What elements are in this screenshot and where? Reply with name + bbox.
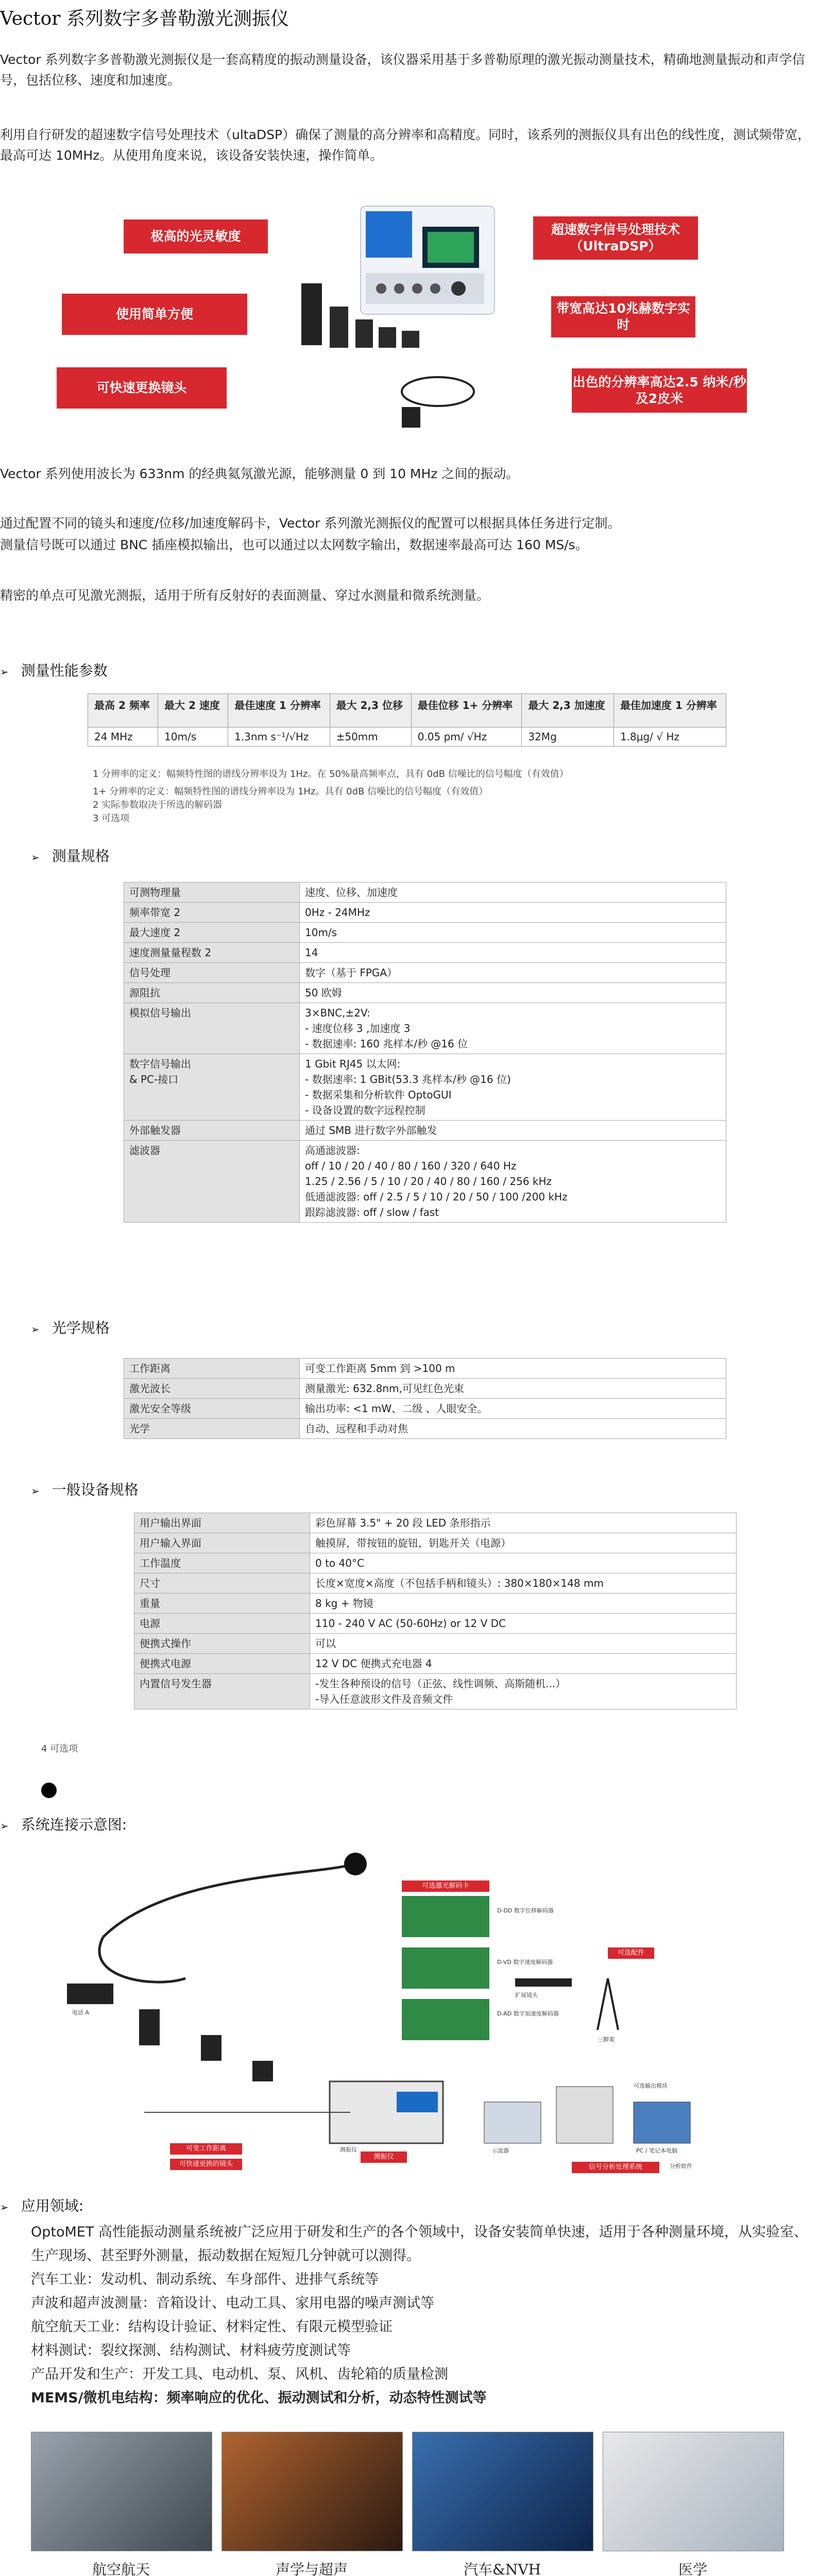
tag-decoder-cards: 可选激光解码卡 bbox=[402, 1880, 489, 1892]
app-image-acoustics bbox=[221, 2432, 403, 2551]
perf-value-cell: 1.8μg/ √ Hz bbox=[614, 727, 726, 747]
spec-value-cell: 数字（基于 FPGA） bbox=[300, 963, 726, 983]
spec-value-cell: 14 bbox=[300, 943, 726, 963]
spec-key-cell: 电源 bbox=[134, 1614, 310, 1634]
app-list-item: 材料测试：裂纹探测、结构测试、材料疲劳度测试等 bbox=[31, 2343, 351, 2359]
spec-row bbox=[134, 1533, 737, 1553]
callout-quick-lens: 可快速更换镜头 bbox=[57, 367, 227, 409]
tag-optional-accessory: 可选配件 bbox=[608, 1947, 654, 1959]
perf-value-cell: 1.3nm s⁻¹/√Hz bbox=[228, 727, 330, 747]
callout-bandwidth: 带宽高达10兆赫数字实时 bbox=[551, 296, 695, 337]
spec-value-cell: 测量激光: 632.8nm,可见红色光束 bbox=[300, 1379, 726, 1399]
app-caption: 汽车&NVH bbox=[463, 2561, 541, 2576]
app-list-item: 声波和超声波测量：音箱设计、电动工具、家用电器的噪声测试等 bbox=[31, 2295, 434, 2311]
spec-value-cell: 速度、位移、加速度 bbox=[300, 883, 726, 903]
optical-heading bbox=[31, 1317, 110, 1337]
perf-header-cell: 最佳速度 1 分辨率 bbox=[228, 694, 330, 727]
body-paragraph-1: Vector 系列使用波长为 633nm 的经典氦氖激光源，能够测量 0 到 10 MHz 之间的振动。 bbox=[0, 466, 519, 481]
spec-key-cell: 激光安全等级 bbox=[124, 1399, 300, 1419]
spec-row bbox=[124, 1379, 726, 1399]
app-caption: 航空航天 bbox=[92, 2561, 150, 2576]
spec-row bbox=[124, 1399, 726, 1419]
card-label: D-DD 数字位移解码器 bbox=[497, 1907, 554, 1914]
spec-value-cell: 1 Gbit RJ45 以太网: - 数据速率: 1 GBit(53.3 兆样本/秒 @16 位) - 数据采集和分析软件 OptoGUI - 设备设置的数字远程控制 bbox=[300, 1054, 726, 1121]
system-diagram bbox=[62, 1844, 731, 2174]
perf-table bbox=[88, 693, 726, 747]
perf-header-cell: 最高 2 频率 bbox=[88, 694, 158, 727]
spec-row bbox=[134, 1634, 737, 1654]
app-list bbox=[31, 2268, 487, 2410]
app-heading-text: 应用领域: bbox=[21, 2197, 84, 2214]
spec-row bbox=[134, 1614, 737, 1634]
spec-key-cell: 工作距离 bbox=[124, 1359, 300, 1379]
perf-value-cell: ±50mm bbox=[330, 727, 411, 747]
diagram-label: 可选输出模块 bbox=[634, 2082, 668, 2089]
spec-value-cell: 输出功率: <1 mW、二级 、人眼安全。 bbox=[300, 1399, 726, 1419]
spec-row bbox=[124, 963, 726, 983]
perf-footnote: 2 实际参数取决于所选的解码器 bbox=[93, 800, 223, 810]
arrow-icon: ➢ bbox=[31, 1323, 40, 1335]
spec-key-cell: 数字信号输出 & PC-接口 bbox=[124, 1054, 300, 1121]
app-heading bbox=[0, 2195, 83, 2215]
app-list-item: 汽车工业：发动机、制动系统、车身部件、进排气系统等 bbox=[31, 2272, 379, 2287]
tag-variable-distance: 可变工作距离 bbox=[170, 2143, 242, 2155]
spec-row bbox=[124, 1121, 726, 1141]
product-feature-figure bbox=[96, 196, 752, 453]
perf-footnote: 1 分辨率的定义：幅频特性图的谱线分辨率设为 1Hz。在 50%量高频率点，具有 0dB 信噪比的信号幅度（有效值） bbox=[93, 769, 569, 779]
spec-value-cell: 50 欧姆 bbox=[300, 983, 726, 1003]
spec-key-cell: 模拟信号输出 bbox=[124, 1003, 300, 1054]
spec-heading-text: 测量规格 bbox=[52, 848, 110, 865]
spec-row bbox=[134, 1513, 737, 1533]
perf-header-row bbox=[88, 694, 726, 727]
arrow-icon: ➢ bbox=[31, 1485, 40, 1497]
optical-table bbox=[124, 1358, 726, 1439]
spec-value-cell: 触摸屏，带按钮的旋钮，钥匙开关（电源） bbox=[310, 1533, 737, 1553]
tag-signal-system: 信号分析处理系统 bbox=[572, 2162, 659, 2173]
card-label: D-AD 数字加速度解码器 bbox=[497, 2010, 559, 2017]
callout-resolution: 出色的分辨率高达2.5 纳米/秒及2皮米 bbox=[572, 368, 747, 413]
spec-key-cell: 用户输出界面 bbox=[134, 1513, 310, 1533]
spec-value-cell: 长度×宽度×高度（不包括手柄和镜头）: 380×180×148 mm bbox=[310, 1573, 737, 1594]
spec-key-cell: 用户输入界面 bbox=[134, 1533, 310, 1553]
diagram-label: 扩展镜头 bbox=[515, 1992, 538, 1998]
app-intro: OptoMET 高性能振动测量系统被广泛应用于研发和生产的各个领域中，设备安装简单快速，适用于各种测量环境，从实验室、生产现场、甚至野外测量，振动数据在短短几分钟就可以测得。 bbox=[31, 2224, 808, 2264]
spec-row bbox=[124, 923, 726, 943]
perf-header-cell: 最佳加速度 1 分辨率 bbox=[614, 694, 726, 727]
perf-value-cell: 10m/s bbox=[158, 727, 228, 747]
perf-heading-text: 测量性能参数 bbox=[21, 662, 108, 679]
spec-key-cell: 速度测量量程数 2 bbox=[124, 943, 300, 963]
spec-row bbox=[124, 883, 726, 903]
body-paragraph-2: 通过配置不同的镜头和速度/位移/加速度解码卡，Vector 系列激光测振仪的配置可以根据具体任务进行定制。 bbox=[0, 516, 621, 531]
spec-value-cell: -发生各种预设的信号（正弦、线性调频、高斯随机...） -导入任意波形文件及音频文件 bbox=[310, 1674, 737, 1709]
app-image-automotive bbox=[412, 2432, 593, 2551]
spec-row bbox=[134, 1594, 737, 1614]
spec-key-cell: 可测物理量 bbox=[124, 883, 300, 903]
general-table bbox=[134, 1513, 737, 1709]
app-caption: 医学 bbox=[678, 2561, 707, 2576]
spec-row bbox=[124, 1054, 726, 1121]
arrow-icon: ➢ bbox=[0, 2201, 9, 2213]
app-image-medical bbox=[603, 2432, 784, 2551]
diagram-label: PC / 笔记本电脑 bbox=[636, 2147, 678, 2154]
spec-key-cell: 激光波长 bbox=[124, 1379, 300, 1399]
tag-vibrometer: 测振仪 bbox=[361, 2151, 407, 2163]
spec-key-cell: 工作温度 bbox=[134, 1553, 310, 1573]
general-footnote: 4 可选项 bbox=[41, 1743, 78, 1754]
intro-paragraph-2: 利用自行研发的超速数字信号处理技术（ultaDSP）确保了测量的高分辨率和高精度。同时，该系列的测振仪具有出色的线性度，测试频带宽，最高可达 10MHz。从使用角度来说，该设备安装快速，操作简单。 bbox=[0, 127, 811, 163]
perf-value-cell: 32Mg bbox=[522, 727, 614, 747]
spec-row bbox=[124, 1141, 726, 1223]
spec-value-cell: 通过 SMB 进行数字外部触发 bbox=[300, 1121, 726, 1141]
app-list-item: 航空航天工业：结构设计验证、材料定性、有限元模型验证 bbox=[31, 2319, 393, 2335]
spec-value-cell: 可变工作距离 5mm 到 >100 m bbox=[300, 1359, 726, 1379]
spec-row bbox=[124, 1003, 726, 1054]
spec-row bbox=[124, 903, 726, 923]
spec-key-cell: 重量 bbox=[134, 1594, 310, 1614]
spec-row bbox=[124, 1359, 726, 1379]
spec-value-cell: 8 kg + 物镜 bbox=[310, 1594, 737, 1614]
perf-header-cell: 最大 2,3 位移 bbox=[330, 694, 411, 727]
intro-paragraph-1: Vector 系列数字多普勒激光测振仪是一套高精度的振动测量设备，该仪器采用基于多普勒原理的激光振动测量技术，精确地测量振动和声学信号，包括位移、速度和加速度。 bbox=[0, 52, 805, 88]
spec-value-cell: 可以 bbox=[310, 1634, 737, 1654]
spec-key-cell: 滤波器 bbox=[124, 1141, 300, 1223]
spec-row bbox=[124, 943, 726, 963]
spec-value-cell: 高通滤波器: off / 10 / 20 / 40 / 80 / 160 / 320 / 640 Hz 1.25 / 2.56 / 5 / 10 / 20 / 40 / 80 / 160 / 256 kHz 低通滤波器: off / 2.5 / 5 / 10 / 20 / 50 / 100 /200 kHz 跟踪滤波器: off / slow / fast bbox=[300, 1141, 726, 1223]
spec-value-cell: 彩色屏幕 3.5" + 20 段 LED 条形指示 bbox=[310, 1513, 737, 1533]
spec-key-cell: 源阻抗 bbox=[124, 983, 300, 1003]
general-heading bbox=[31, 1479, 139, 1499]
spec-key-cell: 频率带宽 2 bbox=[124, 903, 300, 923]
perf-footnote: 1+ 分辨率的定义：幅频特性图的谱线分辨率设为 1Hz。具有 0dB 信噪比的信号幅度（有效值） bbox=[93, 786, 488, 797]
system-heading bbox=[0, 1814, 127, 1834]
arrow-icon: ➢ bbox=[31, 851, 40, 863]
perf-footnote: 3 可选项 bbox=[93, 813, 130, 824]
perf-value-row bbox=[88, 727, 726, 747]
spec-heading bbox=[31, 845, 110, 866]
callout-light-sensitivity: 极高的光灵敏度 bbox=[124, 219, 268, 253]
spec-key-cell: 光学 bbox=[124, 1419, 300, 1439]
spec-key-cell: 便携式电源 bbox=[134, 1654, 310, 1674]
diagram-label: 示波器 bbox=[492, 2147, 509, 2154]
perf-value-cell: 0.05 pm/ √Hz bbox=[411, 727, 522, 747]
spec-key-cell: 便携式操作 bbox=[134, 1634, 310, 1654]
general-heading-text: 一般设备规格 bbox=[52, 1481, 139, 1498]
arrow-icon: ➢ bbox=[0, 1820, 9, 1832]
spec-row bbox=[124, 1419, 726, 1439]
body-paragraph-4: 精密的单点可见激光测振，适用于所有反射好的表面测量、穿过水测量和微系统测量。 bbox=[0, 588, 490, 603]
spec-value-cell: 3×BNC,±2V: - 速度位移 3 ,加速度 3 - 数据速率: 160 兆样本/秒 @16 位 bbox=[300, 1003, 726, 1054]
spec-row bbox=[134, 1654, 737, 1674]
perf-value-cell: 24 MHz bbox=[88, 727, 158, 747]
spec-key-cell: 内置信号发生器 bbox=[134, 1674, 310, 1709]
card-label: D-VD 数字速度解码器 bbox=[497, 1959, 553, 1965]
spec-row bbox=[134, 1573, 737, 1594]
spec-key-cell: 信号处理 bbox=[124, 963, 300, 983]
spec-table bbox=[124, 882, 726, 1223]
arrow-icon: ➢ bbox=[0, 666, 9, 678]
callout-easy-use: 使用简单方便 bbox=[62, 294, 247, 335]
spec-value-cell: 0Hz - 24MHz bbox=[300, 903, 726, 923]
system-heading-text: 系统连接示意图: bbox=[21, 1816, 127, 1833]
system-diagram-svg bbox=[62, 1844, 731, 2174]
perf-header-cell: 最大 2,3 加速度 bbox=[522, 694, 614, 727]
spec-row bbox=[134, 1553, 737, 1573]
spec-value-cell: 12 V DC 便携式充电器 4 bbox=[310, 1654, 737, 1674]
bullet-dot bbox=[41, 1783, 57, 1798]
spec-row bbox=[124, 983, 726, 1003]
spec-value-cell: 自动、远程和手动对焦 bbox=[300, 1419, 726, 1439]
perf-heading bbox=[0, 659, 108, 680]
spec-key-cell: 最大速度 2 bbox=[124, 923, 300, 943]
perf-header-cell: 最大 2 速度 bbox=[158, 694, 228, 727]
spec-key-cell: 尺寸 bbox=[134, 1573, 310, 1594]
diagram-label: 测振仪 bbox=[340, 2146, 357, 2153]
app-caption: 声学与超声 bbox=[275, 2561, 348, 2576]
tag-quick-lens: 可快速更换的镜头 bbox=[170, 2159, 242, 2170]
spec-value-cell: 10m/s bbox=[300, 923, 726, 943]
optical-heading-text: 光学规格 bbox=[52, 1319, 110, 1336]
app-image-aerospace bbox=[31, 2432, 212, 2551]
diagram-label: 三脚架 bbox=[598, 2036, 615, 2043]
spec-value-cell: 0 to 40°C bbox=[310, 1553, 737, 1573]
body-paragraph-3: 测量信号既可以通过 BNC 插座模拟输出，也可以通过以太网数字输出，数据速率最高可达 160 MS/s。 bbox=[0, 537, 588, 552]
diagram-label: 电话 A bbox=[72, 2009, 90, 2016]
page-title: Vector 系列数字多普勒激光测振仪 bbox=[0, 8, 289, 29]
diagram-label: 分析软件 bbox=[670, 2163, 692, 2170]
spec-value-cell: 110 - 240 V AC (50-60Hz) or 12 V DC bbox=[310, 1614, 737, 1634]
callout-ultradsp: 超速数字信号处理技术（UltraDSP） bbox=[533, 216, 698, 260]
app-list-item: 产品开发和生产：开发工具、电动机、泵、风机、齿轮箱的质量检测 bbox=[31, 2366, 448, 2382]
spec-row bbox=[134, 1674, 737, 1709]
spec-key-cell: 外部触发器 bbox=[124, 1121, 300, 1141]
app-list-item: MEMS/微机电结构：频率响应的优化、振动测试和分析，动态特性测试等 bbox=[31, 2390, 487, 2406]
perf-header-cell: 最佳位移 1+ 分辨率 bbox=[411, 694, 522, 727]
